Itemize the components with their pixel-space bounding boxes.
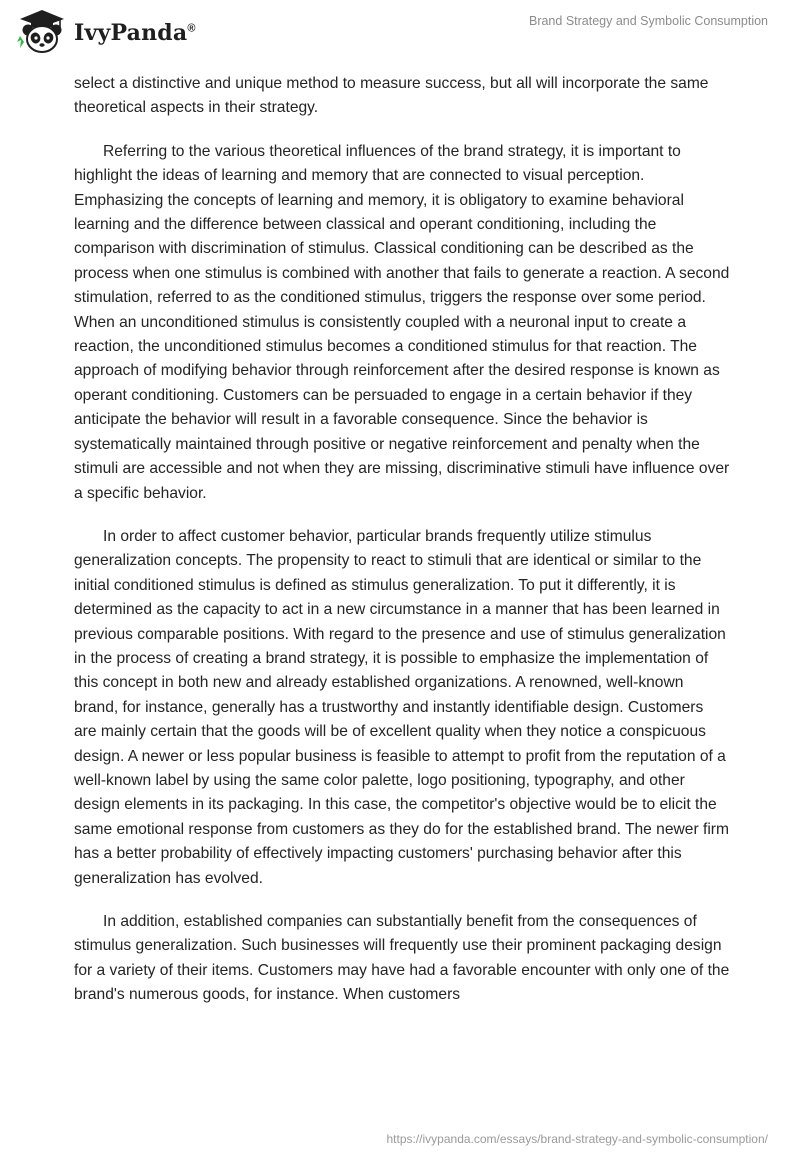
- brand-name: IvyPanda®: [74, 20, 196, 46]
- paragraph-continuation: select a distinctive and unique method to measure success, but all will incorporate the same theoretical aspects in their strategy.: [74, 75, 709, 117]
- document-title: Brand Strategy and Symbolic Consumption: [528, 14, 768, 28]
- panda-graduate-icon: [14, 8, 70, 58]
- ivypanda-logo[interactable]: [14, 8, 196, 58]
- page-header: [0, 0, 800, 70]
- paragraph-learning-memory: Referring to the various theoretical influences of the brand strategy, it is important to highlight the ideas of learning and memory that are connected to visual perception. Emphasizing the concepts of learning and memory, it is obligatory to examine behavioral learning and the difference between classical and operant conditioning, including the comparison with discrimination of stimulus. Classical conditioning can be described as the process when one stimulus is combined with another that fails to generate a reaction. A second stimulation, referred to as the conditioned stimulus, triggers the response over some period. When an unconditioned stimulus is consistently coupled with a neuronal input to create a reaction, the unconditioned stimulus becomes a conditioned stimulus for that reaction. The approach of modifying behavior through reinforcement after the desired response is known as operant conditioning. Customers can be persuaded to engage in a certain behavior if they anticipate the behavior will result in a favorable consequence. Since the behavior is systematically maintained through positive or negative reinforcement and penalty when the stimuli are accessible and not when they are missing, discriminative stimuli have influence over a specific behavior.: [74, 142, 730, 502]
- paragraph-established-companies: In addition, established companies can substantially benefit from the consequences of stimulus generalization. Such businesses will frequently use their prominent packaging design for a variety of their items. Customers may have had a favorable encounter with only one of the brand's numerous goods, for instance. When customers: [74, 913, 730, 1004]
- source-url[interactable]: https://ivypanda.com/essays/brand-strategy-and-symbolic-consumption/: [386, 1132, 768, 1146]
- paragraph-stimulus-generalization: In order to affect customer behavior, particular brands frequently utilize stimulus generalization concepts. The propensity to react to stimuli that are identical or similar to the initial conditioned stimulus is defined as stimulus generalization. To put it differently, it is determined as the capacity to act in a new circumstance in a manner that has been learned in previous comparable positions. With regard to the presence and use of stimulus generalization in the process of creating a brand strategy, it is possible to emphasize the implementation of this concept in both new and already established organizations. A renowned, well-known brand, for instance, generally has a trustworthy and instantly identifiable design. Customers are mainly certain that the goods will be of excellent quality when they notice a conspicuous design. A newer or less popular business is feasible to attempt to profit from the reputation of a well-known label by using the same color palette, logo positioning, typography, and other design elements in its packaging. In this case, the competitor's objective would be to elicit the same emotional response from customers as they do for the established brand. The newer firm has a better probability of effectively impacting customers' purchasing behavior after this generalization has evolved.: [74, 527, 729, 887]
- essay-body: [74, 72, 730, 1027]
